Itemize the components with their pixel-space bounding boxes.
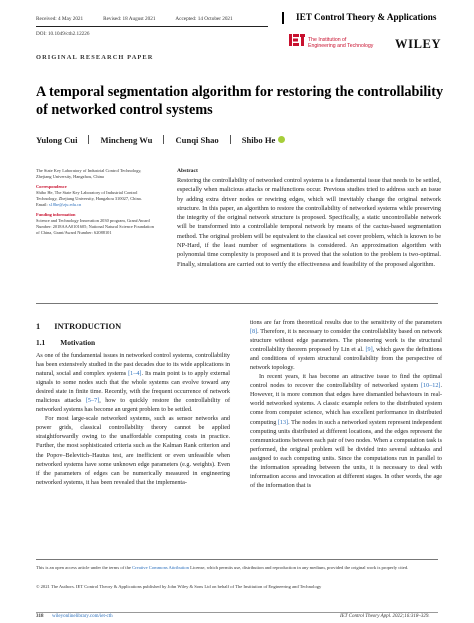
license-text: License, which permits use, distribution and reproduction in any medium, provided the original work is properly cited. [188, 565, 409, 570]
correspondence-label: Correspondence [36, 184, 67, 189]
author-name[interactable]: Cunqi Shao [175, 135, 219, 145]
publisher-logo: WILEY [395, 37, 442, 51]
affiliation-institution: The State Key Laboratory of Industrial Control Technology, Zhejiang University, Hangzhou, China [36, 168, 142, 179]
abstract-divider [36, 303, 438, 304]
citation-link[interactable]: [13] [277, 419, 289, 426]
accepted-date: Accepted: 14 October 2021 [175, 16, 233, 22]
body-text: tions are far from theoretical results due to the sensitivity of the parameters [250, 320, 442, 326]
institution-line-1: The Institution of [308, 37, 347, 43]
subsection-title: Motivation [60, 338, 96, 347]
subsection-heading [36, 338, 95, 347]
page-number: 318 [36, 614, 44, 619]
email-line [36, 202, 156, 208]
email-link[interactable]: s18he@zju.edu.cn [48, 202, 82, 207]
institution-line-2: Engineering and Technology [308, 43, 374, 49]
doi[interactable]: DOI: 10.1049/cth2.12226 [36, 31, 90, 37]
body-text: . Therefore, it is necessary to consider the controllability based on network structure without edge parameters. The pioneering work is the structural controllability theorem proposed by Lin et al. [250, 329, 442, 354]
section-title: INTRODUCTION [54, 322, 122, 331]
orcid-icon[interactable] [278, 136, 285, 143]
funding-label: Funding information [36, 212, 76, 217]
author-list [36, 135, 285, 145]
journal-reference: IET Control Theory Appl. 2022;16:318–329. [340, 614, 430, 619]
body-paragraph: For most large-scale networked systems, such as sensor networks and power grids, classical controllability theory cannot be applied straightforwardly owing to the unaffordable computing costs in practice. Further, the most sophisticated criteria such as the Kalman Rank criterion and the Popov–Belevitch–Hautus test, are inefficient or even unfeasible when networked systems have some unknown edge parameters (e.g. weights). Even if the parameters of edges can be numerically measured in engineering networked systems, it has been revealed that the implementa- [36, 416, 230, 486]
section-number: 1 [36, 322, 41, 331]
body-text: , which gave the definitions and conditions of system structural controllability from the perspective of network topology. [250, 347, 443, 372]
body-column-left [36, 352, 230, 488]
journal-url-link[interactable]: wileyonlinelibrary.com/iet-cth [52, 614, 113, 619]
institution-name [308, 37, 373, 49]
body-text: . However, it is more common that edges have dismantled behaviours in real-world networked systems. A classic example refers to the distributed system come from computer science, which has excellent performance in distributed computing [250, 383, 442, 426]
author-name[interactable]: Shibo He [241, 135, 276, 145]
body-paragraph [250, 319, 442, 373]
section-heading [36, 322, 121, 331]
iet-logo-icon [289, 34, 305, 46]
journal-bar [282, 12, 284, 24]
footer-divider [36, 559, 438, 560]
author-name[interactable]: Mincheng Wu [100, 135, 153, 145]
citation-link[interactable]: [1–4] [128, 371, 142, 378]
body-text: . Its main point is to apply external signals to some nodes such that the whole systems can evolve toward any desired state in finite time. Recently, with the frequent occurrence of network malicious attacks [36, 371, 230, 405]
body-text: . The nodes in such a networked system represent independent computing units distributed at different locations, and the edges represent the communications between each pair of two nodes. When a computation task is performed, the original problem will be divided into several subtasks and assigned to each computing units. Since the computations run in parallel to the information spreading between the units, it is necessary to deal with information access and invocation at different stages. In other words, the age of the information that is [250, 419, 442, 489]
paper-title: A temporal segmentation algorithm for restoring the controllability of networked control systems [36, 84, 444, 118]
revised-date: Revised: 18 August 2021 [103, 16, 156, 22]
abstract-heading: Abstract [177, 168, 198, 174]
article-dates [36, 16, 233, 22]
copyright-notice: © 2021 The Authors. IET Control Theory & Applications published by John Wiley & Sons Ltd on behalf of The Institution of Engineering and Technology [36, 584, 322, 589]
citation-link[interactable]: [9] [365, 347, 373, 354]
article-type: ORIGINAL RESEARCH PAPER [36, 54, 154, 61]
body-text: , how to quickly restore the controllability of networked systems has become an urgent problem to be settled. [36, 398, 230, 414]
license-text: This is an open access article under the terms of the [36, 565, 133, 570]
correspondence-text: Shibo He, The State Key Laboratory of Industrial Control Technology, Zhejiang University, Hangzhou 310027, China. [36, 190, 142, 201]
citation-link[interactable]: [10–12] [421, 383, 441, 390]
author-separator [88, 135, 89, 144]
body-column-right [250, 319, 442, 491]
received-date: Received: 4 May 2021 [36, 16, 84, 22]
citation-link[interactable]: [5–7] [85, 398, 100, 405]
email-prefix: Email: [36, 202, 48, 207]
header-divider [36, 26, 268, 27]
license-notice [36, 565, 442, 571]
body-paragraph [250, 373, 442, 491]
license-link[interactable]: Creative Commons Attribution [132, 565, 189, 570]
abstract-text: Restoring the controllability of networked control systems is a fundamental issue that needs to be settled, especially when malicious attacks or malfunctions occur. Previous studies tried to address such an issue by adding extra driver nodes or rewiring edges, which will inevitably change the original network structure. In this paper, an algorithm to restore the controllability of networked systems while preserving the integrity of the original network structure is proposed. Specifically, a static uncontrollable network will be transformed into a controllable temporal network by means of the cactus-based segmentation method. The original problem will be equivalent to the classical set cover problem, which is known to be NP-Hard, if the least number of segmentations is considered. An approximation algorithm with polynomial time complexity is proposed and it is proved that the solution to the problem is two-optimal. Finally, simulations are carried out to verify the effectiveness and feasibility of the proposed algorithm. [177, 177, 441, 268]
journal-url [52, 614, 113, 619]
body-paragraph [36, 352, 230, 415]
author-name[interactable]: Yulong Cui [36, 135, 78, 145]
author-separator [230, 135, 231, 144]
journal-name: IET Control Theory & Applications [296, 12, 437, 22]
body-text: In recent years, it has become an attractive issue to find the optimal control nodes to recover the controllability of networked system [250, 374, 442, 390]
author-separator [163, 135, 164, 144]
affiliation-sidebar [36, 168, 156, 236]
citation-link[interactable]: [8] [250, 329, 258, 336]
funding-text: Science and Technology Innovation 2030 program, Grant/Award Number: 2018AAA0101605; National Natural Science Foundation of China, Grant/Award Number: 62088101 [36, 218, 154, 235]
page-footer-divider [36, 612, 438, 613]
body-text: As one of the fundamental issues in networked control systems, controllability has been extensively studied in the past decades due to its wide applications in natural, social and complex systems [36, 353, 230, 378]
subsection-number: 1.1 [36, 338, 46, 347]
